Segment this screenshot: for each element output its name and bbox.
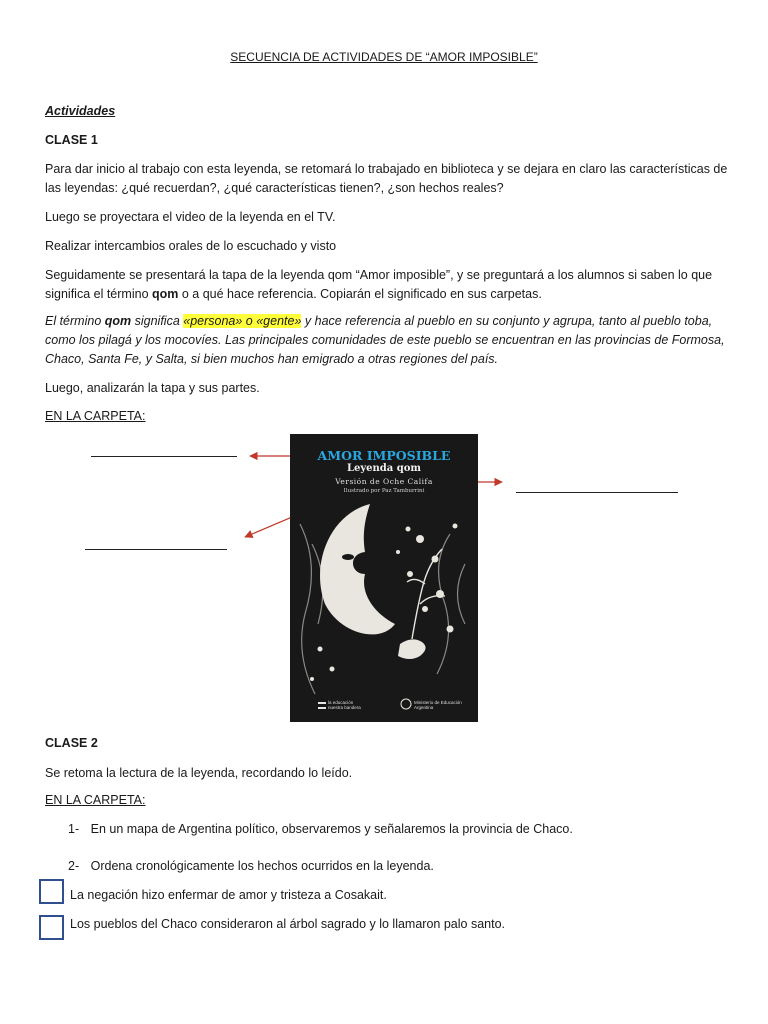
carpeta-label-1: EN LA CARPETA: xyxy=(45,409,146,423)
list-number: 2- xyxy=(68,859,80,873)
check-item-text: La negación hizo enfermar de amor y tristeza a Cosakait. xyxy=(70,888,387,902)
p5-text-b: significa xyxy=(131,314,184,328)
cover-illustrator: Ilustrado por Paz Tamburrini xyxy=(343,488,425,494)
logo-left-line-1: la educación xyxy=(328,700,354,705)
clase1-heading: CLASE 1 xyxy=(45,133,98,147)
cover-subtitle: Leyenda qom xyxy=(346,463,422,474)
highlighted-meaning: «persona» o «gente» xyxy=(183,314,302,328)
cover-logo-left xyxy=(328,700,361,710)
clase2-heading: CLASE 2 xyxy=(45,736,98,750)
list-number: 1- xyxy=(68,822,80,836)
list-text: Ordena cronológicamente los hechos ocurridos en la leyenda. xyxy=(90,859,434,873)
list-text: En un mapa de Argentina político, observaremos y señalaremos la provincia de Chaco. xyxy=(90,822,573,836)
clase2-paragraph-1: Se retoma la lectura de la leyenda, recordando lo leído. xyxy=(45,766,353,780)
qom-bold: qom xyxy=(152,287,179,301)
activities-heading: Actividades xyxy=(45,104,116,118)
list-item xyxy=(68,859,434,873)
p4-text-a: Seguidamente se presentará la tapa de la leyenda qom “Amor imposible”, y se preguntará a los alumnos si saben lo que significa el término xyxy=(45,268,713,301)
qom-bold-2: qom xyxy=(104,314,132,328)
clase1-paragraph-2: Luego se proyectara el video de la leyenda en el TV. xyxy=(45,210,336,224)
check-item-text: Los pueblos del Chaco consideraron al árbol sagrado y lo llamaron palo santo. xyxy=(70,917,505,931)
cover-version: Versión de Oche Califa xyxy=(335,477,433,486)
cover-logo-right xyxy=(414,700,462,710)
p5-text-c: y hace referencia al pueblo en su conjunto y agrupa, tanto al pueblo toba, como los pilagá y los mocovíes. Las principales comunidades de este pueblo se encuentran en las provincias de Formosa, Chaco, Santa Fe, y Salta, si bien muchos han emigrado a otras regiones del país. xyxy=(45,314,725,366)
document-title: SECUENCIA DE ACTIVIDADES DE “AMOR IMPOSIBLE” xyxy=(230,50,538,64)
book-cover xyxy=(290,434,478,722)
carpeta-label-2: EN LA CARPETA: xyxy=(45,793,146,807)
order-checkbox-2[interactable] xyxy=(39,915,64,940)
order-checkbox-1[interactable] xyxy=(39,879,64,904)
clase1-paragraph-6: Luego, analizarán la tapa y sus partes. xyxy=(45,381,260,395)
list-item xyxy=(68,822,573,836)
p4-text-b: o a qué hace referencia. Copiarán el significado en sus carpetas. xyxy=(178,287,542,301)
cover-title: AMOR IMPOSIBLE xyxy=(317,448,451,463)
p5-text-a: El término xyxy=(45,314,105,328)
logo-left-line-2: nuestra bandera xyxy=(328,705,361,710)
clase1-paragraph-1: Para dar inicio al trabajo con esta leyenda, se retomará lo trabajado en biblioteca y se dejara en claro las características de las leyendas: ¿qué recuerdan?, ¿qué características tienen?, ¿son hechos reales? xyxy=(45,162,728,195)
clase1-paragraph-3: Realizar intercambios orales de lo escuchado y visto xyxy=(45,239,337,253)
logo-right-line-1: Ministerio de Educación xyxy=(414,700,462,705)
logo-right-line-2: Argentina xyxy=(414,705,434,710)
